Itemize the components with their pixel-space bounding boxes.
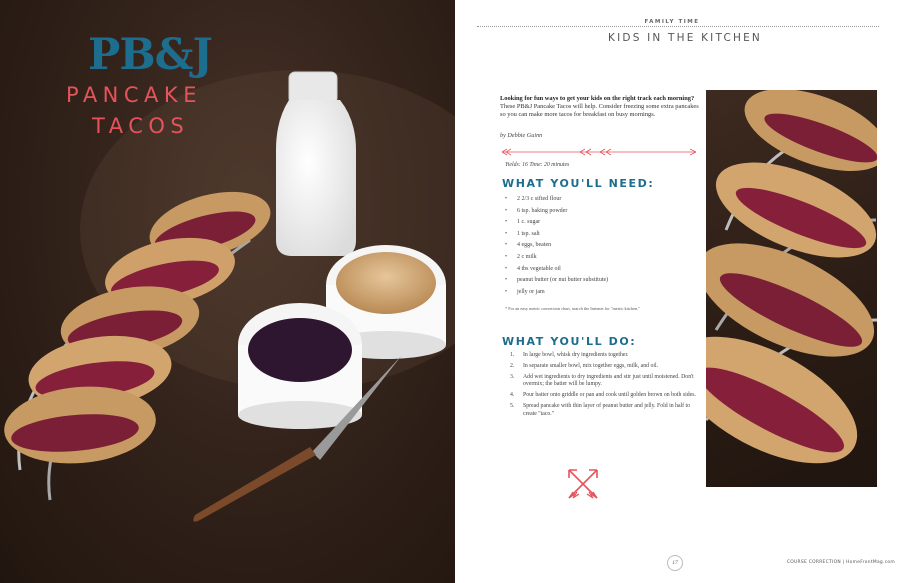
list-item (505, 392, 705, 399)
step-text: Pour batter onto griddle or pan and cook until golden brown on both sides. (523, 392, 696, 399)
list-item: • 1 c. sugar (505, 218, 695, 230)
page-number: 17 (667, 555, 683, 571)
list-item: • 1 tsp. salt (505, 230, 695, 242)
yields-time: Yields: 16 Time: 20 minutes (505, 162, 570, 168)
ingredients-list (505, 195, 695, 299)
header-divider (477, 26, 879, 27)
steps-heading: WHAT YOU'LL DO: (502, 335, 637, 348)
step-number: 1. (510, 352, 515, 358)
section-title: KIDS IN THE KITCHEN (608, 32, 762, 44)
step-number: 3. (510, 374, 515, 380)
step-text: Add wet ingredients to dry ingredients and stir just until moistened. Don't overmix; the batter will be lumpy. (523, 374, 694, 388)
list-item: • peanut butter (or nut butter substitute) (505, 276, 695, 288)
step-text: In separate smaller bowl, mix together eggs, milk, and oil. (523, 363, 659, 369)
intro-text: These PB&J Pancake Tacos will help. Consider freezing some extra pancakes so you can make more tacos for breakfast on busy mornings. (500, 103, 699, 119)
byline: by Debbie Guinn (500, 132, 543, 139)
step-text: In large bowl, whisk dry ingredients together. (523, 352, 629, 358)
section-tag: FAMILY TIME (625, 19, 719, 25)
intro-paragraph (500, 95, 700, 120)
recipe-page (455, 0, 900, 583)
stacked-tacos-image (706, 90, 877, 487)
list-item: • 4 tbs vegetable oil (505, 265, 695, 277)
list-item (505, 374, 705, 389)
title-pancake: PANCAKE (66, 83, 202, 107)
list-item: • jelly or jam (505, 288, 695, 300)
list-item: • 4 eggs, beaten (505, 241, 695, 253)
crossed-arrows-icon (565, 466, 601, 502)
step-text: Spread pancake with thin layer of peanut butter and jelly. Fold in half to create "taco." (523, 403, 691, 417)
title-pbj: PB&J (88, 30, 212, 80)
step-number: 2. (510, 363, 515, 369)
list-item (505, 352, 705, 359)
list-item: • 6 tsp. baking powder (505, 207, 695, 219)
intro-lead: Looking for fun ways to get your kids on the right track each morning? (500, 95, 695, 102)
list-item (505, 403, 705, 418)
list-item: • 2 c milk (505, 253, 695, 265)
list-item (505, 363, 705, 370)
arrow-divider-icon (500, 146, 700, 158)
ingredients-heading: WHAT YOU'LL NEED: (502, 177, 655, 190)
list-item: • 2 2/3 c sifted flour (505, 195, 695, 207)
step-number: 4. (510, 392, 515, 399)
stacked-tacos-photo (706, 90, 877, 487)
step-number: 5. (510, 403, 515, 410)
title-tacos: TACOS (92, 114, 190, 138)
steps-list (505, 352, 705, 422)
metric-note: * For an easy metric conversion chart, search the Internet for "metric kitchen." (505, 306, 640, 311)
footer-credit: COURSE CORRECTION | HomeFrontMag.com (786, 560, 895, 565)
